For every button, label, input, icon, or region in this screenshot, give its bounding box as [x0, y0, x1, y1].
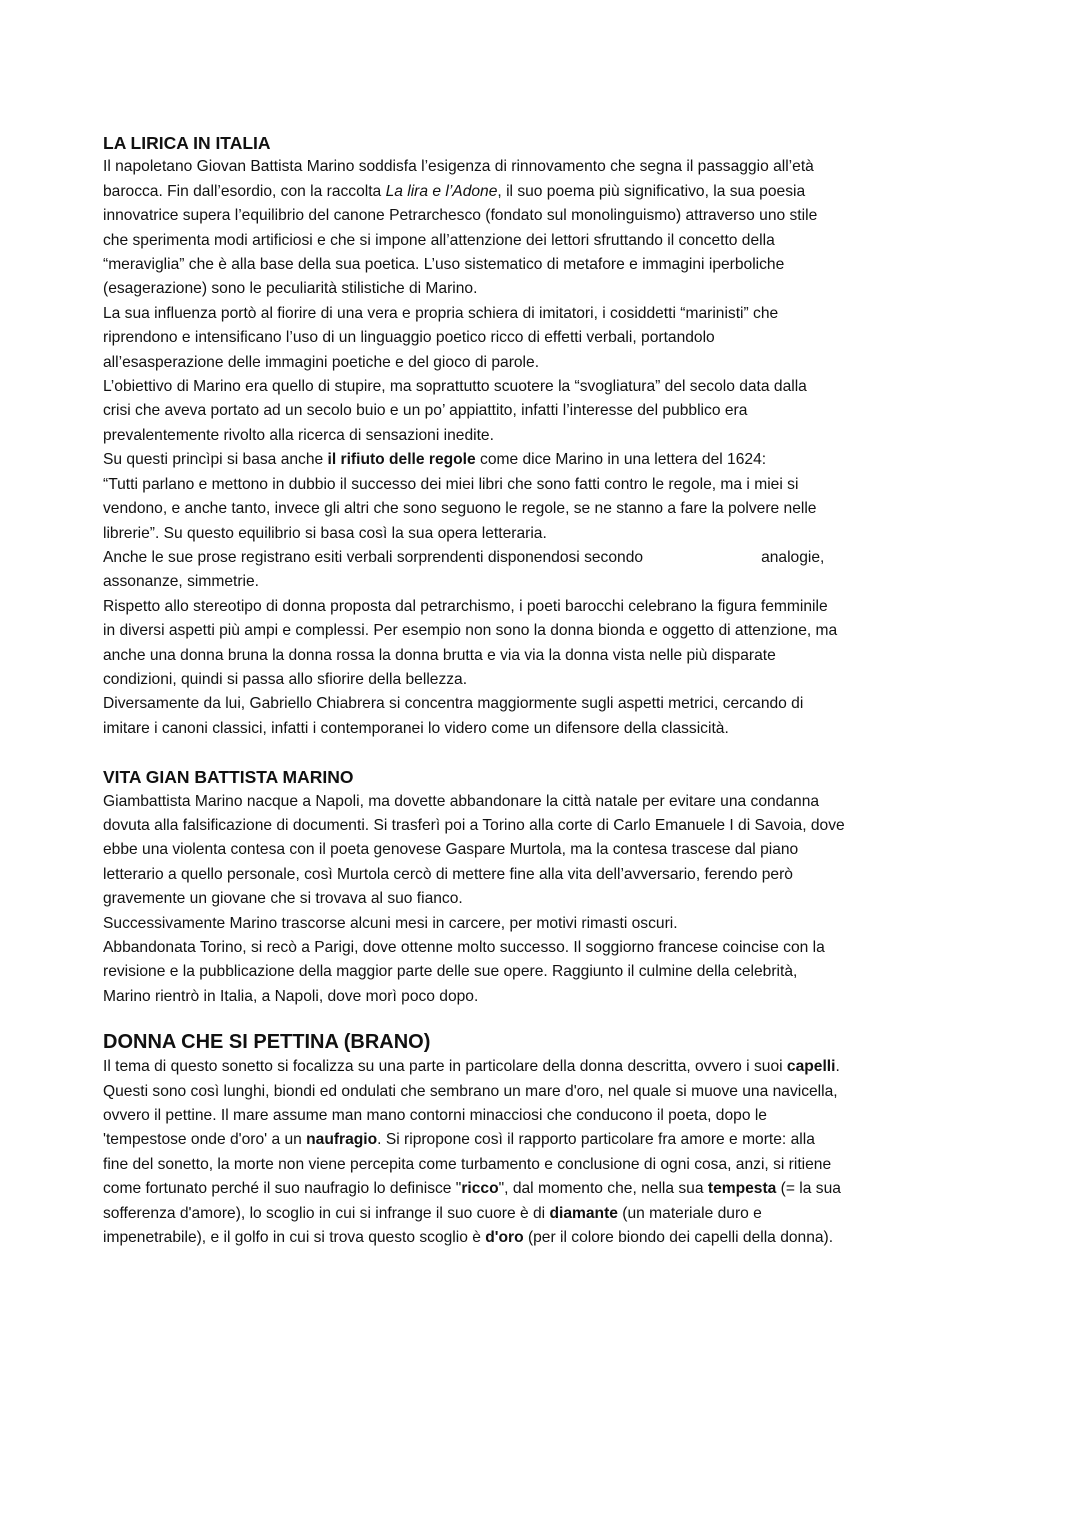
text-line: Rispetto allo stereotipo di donna proposta dal petrarchismo, i poeti barocchi celebrano la figura femminile — [103, 597, 828, 615]
text-line — [103, 1202, 983, 1226]
section-title: LA LIRICA IN ITALIA — [103, 133, 271, 153]
text-line: all’esasperazione delle immagini poetiche e del gioco di parole. — [103, 353, 540, 371]
text-line — [103, 1226, 983, 1250]
text-line: “meraviglia” che è alla base della sua poetica. L’uso sistematico di metafore e immagini iperboliche — [103, 256, 785, 274]
bold-text: il rifiuto delle regole — [327, 451, 476, 469]
text-run: . — [835, 1058, 840, 1076]
text-line — [103, 1055, 983, 1079]
text-line — [103, 546, 983, 570]
text-line: Giambattista Marino nacque a Napoli, ma dovette abbandonare la città natale per evitare una condanna — [103, 792, 820, 810]
text-line: Diversamente da lui, Gabriello Chiabrera si concentra maggiormente sugli aspetti metrici, cercando di — [103, 695, 804, 713]
text-line: condizioni, quindi si passa allo sfiorire della bellezza. — [103, 670, 468, 688]
document-page — [103, 131, 983, 1250]
text-line: letterario a quello personale, così Murtola cercò di mettere fine alla vita dell’avversario, ferendo però — [103, 865, 793, 883]
text-line — [103, 1177, 983, 1201]
text-run: Su questi princìpi si basa anche — [103, 451, 328, 469]
text-run: (un materiale duro e — [617, 1204, 762, 1222]
text-line: Marino rientrò in Italia, a Napoli, dove morì poco dopo. — [103, 987, 479, 1005]
section-title: VITA GIAN BATTISTA MARINO — [103, 767, 354, 788]
section-spacer — [103, 741, 983, 765]
text-line: vendono, e anche tanto, invece gli altri che sono seguono le regole, se ne stanno a fare la polvere nelle — [103, 500, 817, 518]
text-run: sofferenza d'amore), lo scoglio in cui si infrange il suo cuore è di — [103, 1204, 550, 1222]
text-line: Questi sono così lunghi, biondi ed ondulati che sembrano un mare d'oro, nel quale si muove una navicella, — [103, 1082, 838, 1100]
section-body — [103, 790, 983, 1010]
text-line: L’obiettivo di Marino era quello di stupire, ma soprattutto scuotere la “svogliatura” del secolo data dalla — [103, 378, 807, 396]
text-run: barocca. Fin dall’esordio, con la raccolta — [103, 182, 386, 200]
text-line: Il napoletano Giovan Battista Marino soddisfa l’esigenza di rinnovamento che segna il passaggio all’età — [103, 158, 814, 176]
text-line: prevalentemente rivolto alla ricerca di sensazioni inedite. — [103, 426, 494, 444]
text-line: crisi che aveva portato ad un secolo buio e un po’ appiattito, infatti l’interesse del pubblico era — [103, 402, 748, 420]
text-line — [103, 180, 983, 204]
text-line: riprendono e intensificano l’uso di un linguaggio poetico ricco di effetti verbali, portandolo — [103, 329, 715, 347]
text-run: (per il colore biondo dei capelli della donna). — [523, 1229, 834, 1247]
text-run: Anche le sue prose registrano esiti verbali sorprendenti disponendosi secondo — [103, 548, 644, 566]
text-run: ", dal momento che, nella sua — [498, 1180, 708, 1198]
text-line: che sperimenta modi artificiosi e che si impone all’attenzione dei lettori sfruttando il concetto della — [103, 231, 775, 249]
text-line: ovvero il pettine. Il mare assume man mano contorni minacciosi che conducono il poeta, dopo le — [103, 1107, 767, 1125]
text-run: impenetrabile), e il golfo in cui si trova questo scoglio è — [103, 1229, 486, 1247]
text-run: . Si ripropone così il rapporto particolare fra amore e morte: alla — [377, 1131, 815, 1149]
text-line: gravemente un giovane che si trovava al suo fianco. — [103, 890, 463, 908]
text-line: ebbe una violenta contesa con il poeta genovese Gaspare Murtola, ma la contesa trascese dal piano — [103, 841, 799, 859]
text-line: imitare i canoni classici, infatti i contemporanei lo videro come un difensore della classicità. — [103, 719, 729, 737]
text-run: 'tempestose onde d'oro' a un — [103, 1131, 307, 1149]
text-run: come fortunato perché il suo naufragio lo definisce " — [103, 1180, 462, 1198]
text-line: Successivamente Marino trascorse alcuni mesi in carcere, per motivi rimasti oscuri. — [103, 914, 678, 932]
bold-text: capelli — [786, 1058, 836, 1076]
text-run: come dice Marino in una lettera del 1624: — [475, 451, 767, 469]
text-run: (= la sua — [776, 1180, 841, 1198]
bold-text: naufragio — [306, 1131, 378, 1149]
text-line: in diversi aspetti più ampi e complessi. Per esempio non sono la donna bionda e oggetto di attenzione, ma — [103, 622, 838, 640]
text-line: “Tutti parlano e mettono in dubbio il successo dei miei libri che sono fatti contro le regole, ma i miei si — [103, 475, 799, 493]
text-line — [103, 1128, 983, 1152]
text-line — [103, 448, 983, 472]
section-body — [103, 1055, 983, 1250]
bold-text: ricco — [461, 1180, 499, 1198]
text-line: assonanze, simmetrie. — [103, 573, 259, 591]
section-title: DONNA CHE SI PETTINA (BRANO) — [103, 1031, 431, 1054]
section-lirica-in-italia — [103, 131, 983, 741]
text-line: La sua influenza portò al fiorire di una vera e propria schiera di imitatori, i cosiddetti “marinisti” che — [103, 304, 779, 322]
text-line: revisione e la pubblicazione della maggior parte delle sue opere. Raggiunto il culmine della celebrità, — [103, 963, 798, 981]
bold-text: diamante — [549, 1204, 618, 1222]
text-run: analogie, — [761, 548, 825, 566]
section-donna-che-si-pettina — [103, 1029, 983, 1250]
text-line: (esagerazione) sono le peculiarità stilistiche di Marino. — [103, 280, 478, 298]
text-line: fine del sonetto, la morte non viene percepita come turbamento e conclusione di ogni cosa, anzi, si ritiene — [103, 1155, 832, 1173]
section-body — [103, 155, 983, 741]
text-line: Abbandonata Torino, si recò a Parigi, dove ottenne molto successo. Il soggiorno francese coincise con la — [103, 939, 825, 956]
text-line: anche una donna bruna la donna rossa la donna brutta e via via la donna vista nelle più disparate — [103, 646, 776, 664]
italic-title: La lira e l’Adone — [385, 182, 498, 200]
text-run: , il suo poema più significativo, la sua poesia — [497, 182, 806, 200]
section-vita-marino — [103, 765, 983, 1009]
text-line: librerie”. Su questo equilibrio si basa così la sua opera letteraria. — [103, 524, 547, 542]
text-run: Il tema di questo sonetto si focalizza su una parte in particolare della donna descritta, ovvero i suoi — [103, 1058, 787, 1076]
bold-text: d'oro — [485, 1229, 524, 1247]
bold-text: tempesta — [707, 1180, 777, 1198]
section-spacer — [103, 1009, 983, 1029]
text-line: innovatrice supera l’equilibrio del canone Petrarchesco (fondato sul monolinguismo) attraverso uno stile — [103, 207, 818, 225]
text-line: dovuta alla falsificazione di documenti. Si trasferì poi a Torino alla corte di Carlo Emanuele I di Savoia, dove — [103, 816, 845, 834]
